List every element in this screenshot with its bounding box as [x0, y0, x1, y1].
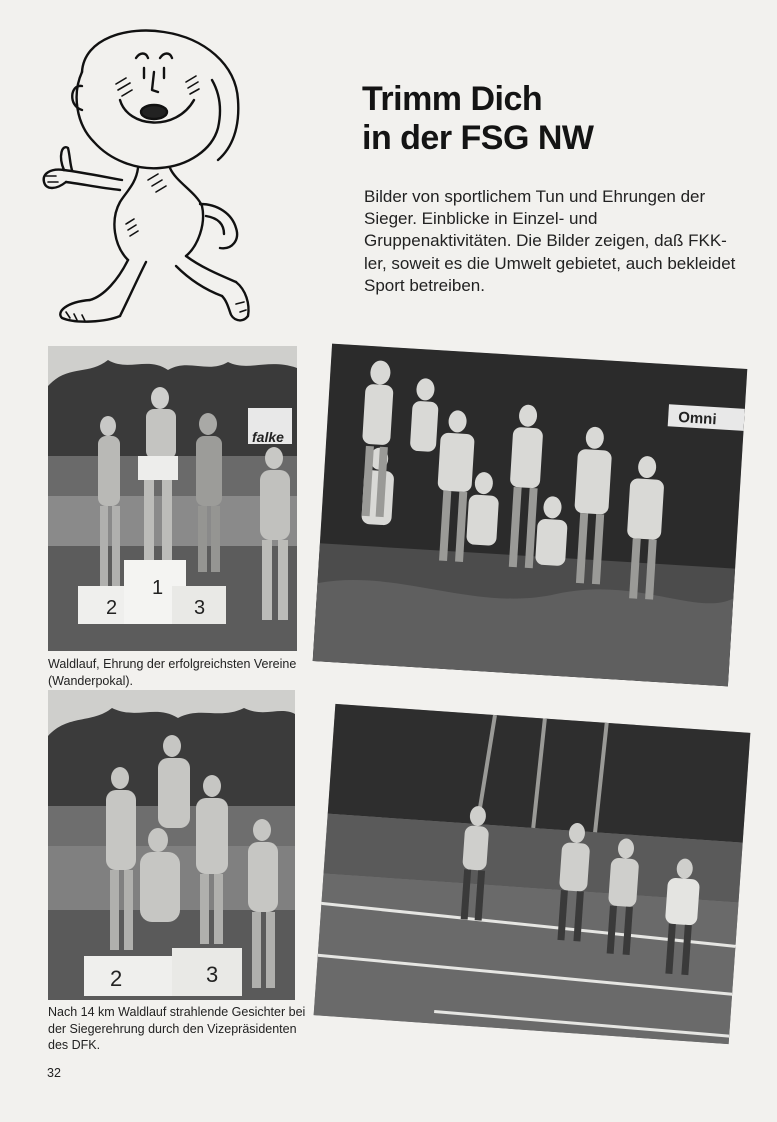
photo-childrens-race	[314, 704, 751, 1044]
photo-podium-ceremony-1	[48, 346, 297, 651]
omni-banner: Omni	[677, 408, 718, 429]
caption-photo-1: Waldlauf, Ehrung der erfolgreichsten Vereine (Wanderpokal).	[48, 657, 297, 688]
page-title-line-2: in der FSG NW	[362, 119, 594, 157]
falke-sign: falke	[252, 429, 284, 445]
running-mascot-illustration	[36, 24, 258, 336]
intro-paragraph: Bilder von sportlichem Tun und Ehrungen der Sieger. Einblicke in Einzel- und Gruppenaktivitäten. Die Bilder zeigen, daß FKK-ler, soweit es die Umwelt gebietet, auch bekleidet Sport betreiben.	[364, 187, 736, 295]
podium-place-2-bottom: 2	[110, 966, 123, 991]
caption-photo-3: Nach 14 km Waldlauf strahlende Gesichter bei der Siegerehrung durch den Vizepräsidenten des DFK.	[48, 1005, 306, 1052]
podium-place-1: 1	[152, 577, 164, 599]
podium-place-3: 3	[194, 597, 206, 619]
page-title	[362, 80, 594, 158]
photo-runners-group	[313, 344, 748, 687]
podium-place-2: 2	[106, 597, 118, 619]
page-title-line-1: Trimm Dich	[362, 80, 543, 118]
podium-place-3-bottom: 3	[206, 962, 219, 987]
photo-podium-ceremony-2	[48, 690, 295, 1000]
page-number: 32	[47, 1066, 61, 1080]
